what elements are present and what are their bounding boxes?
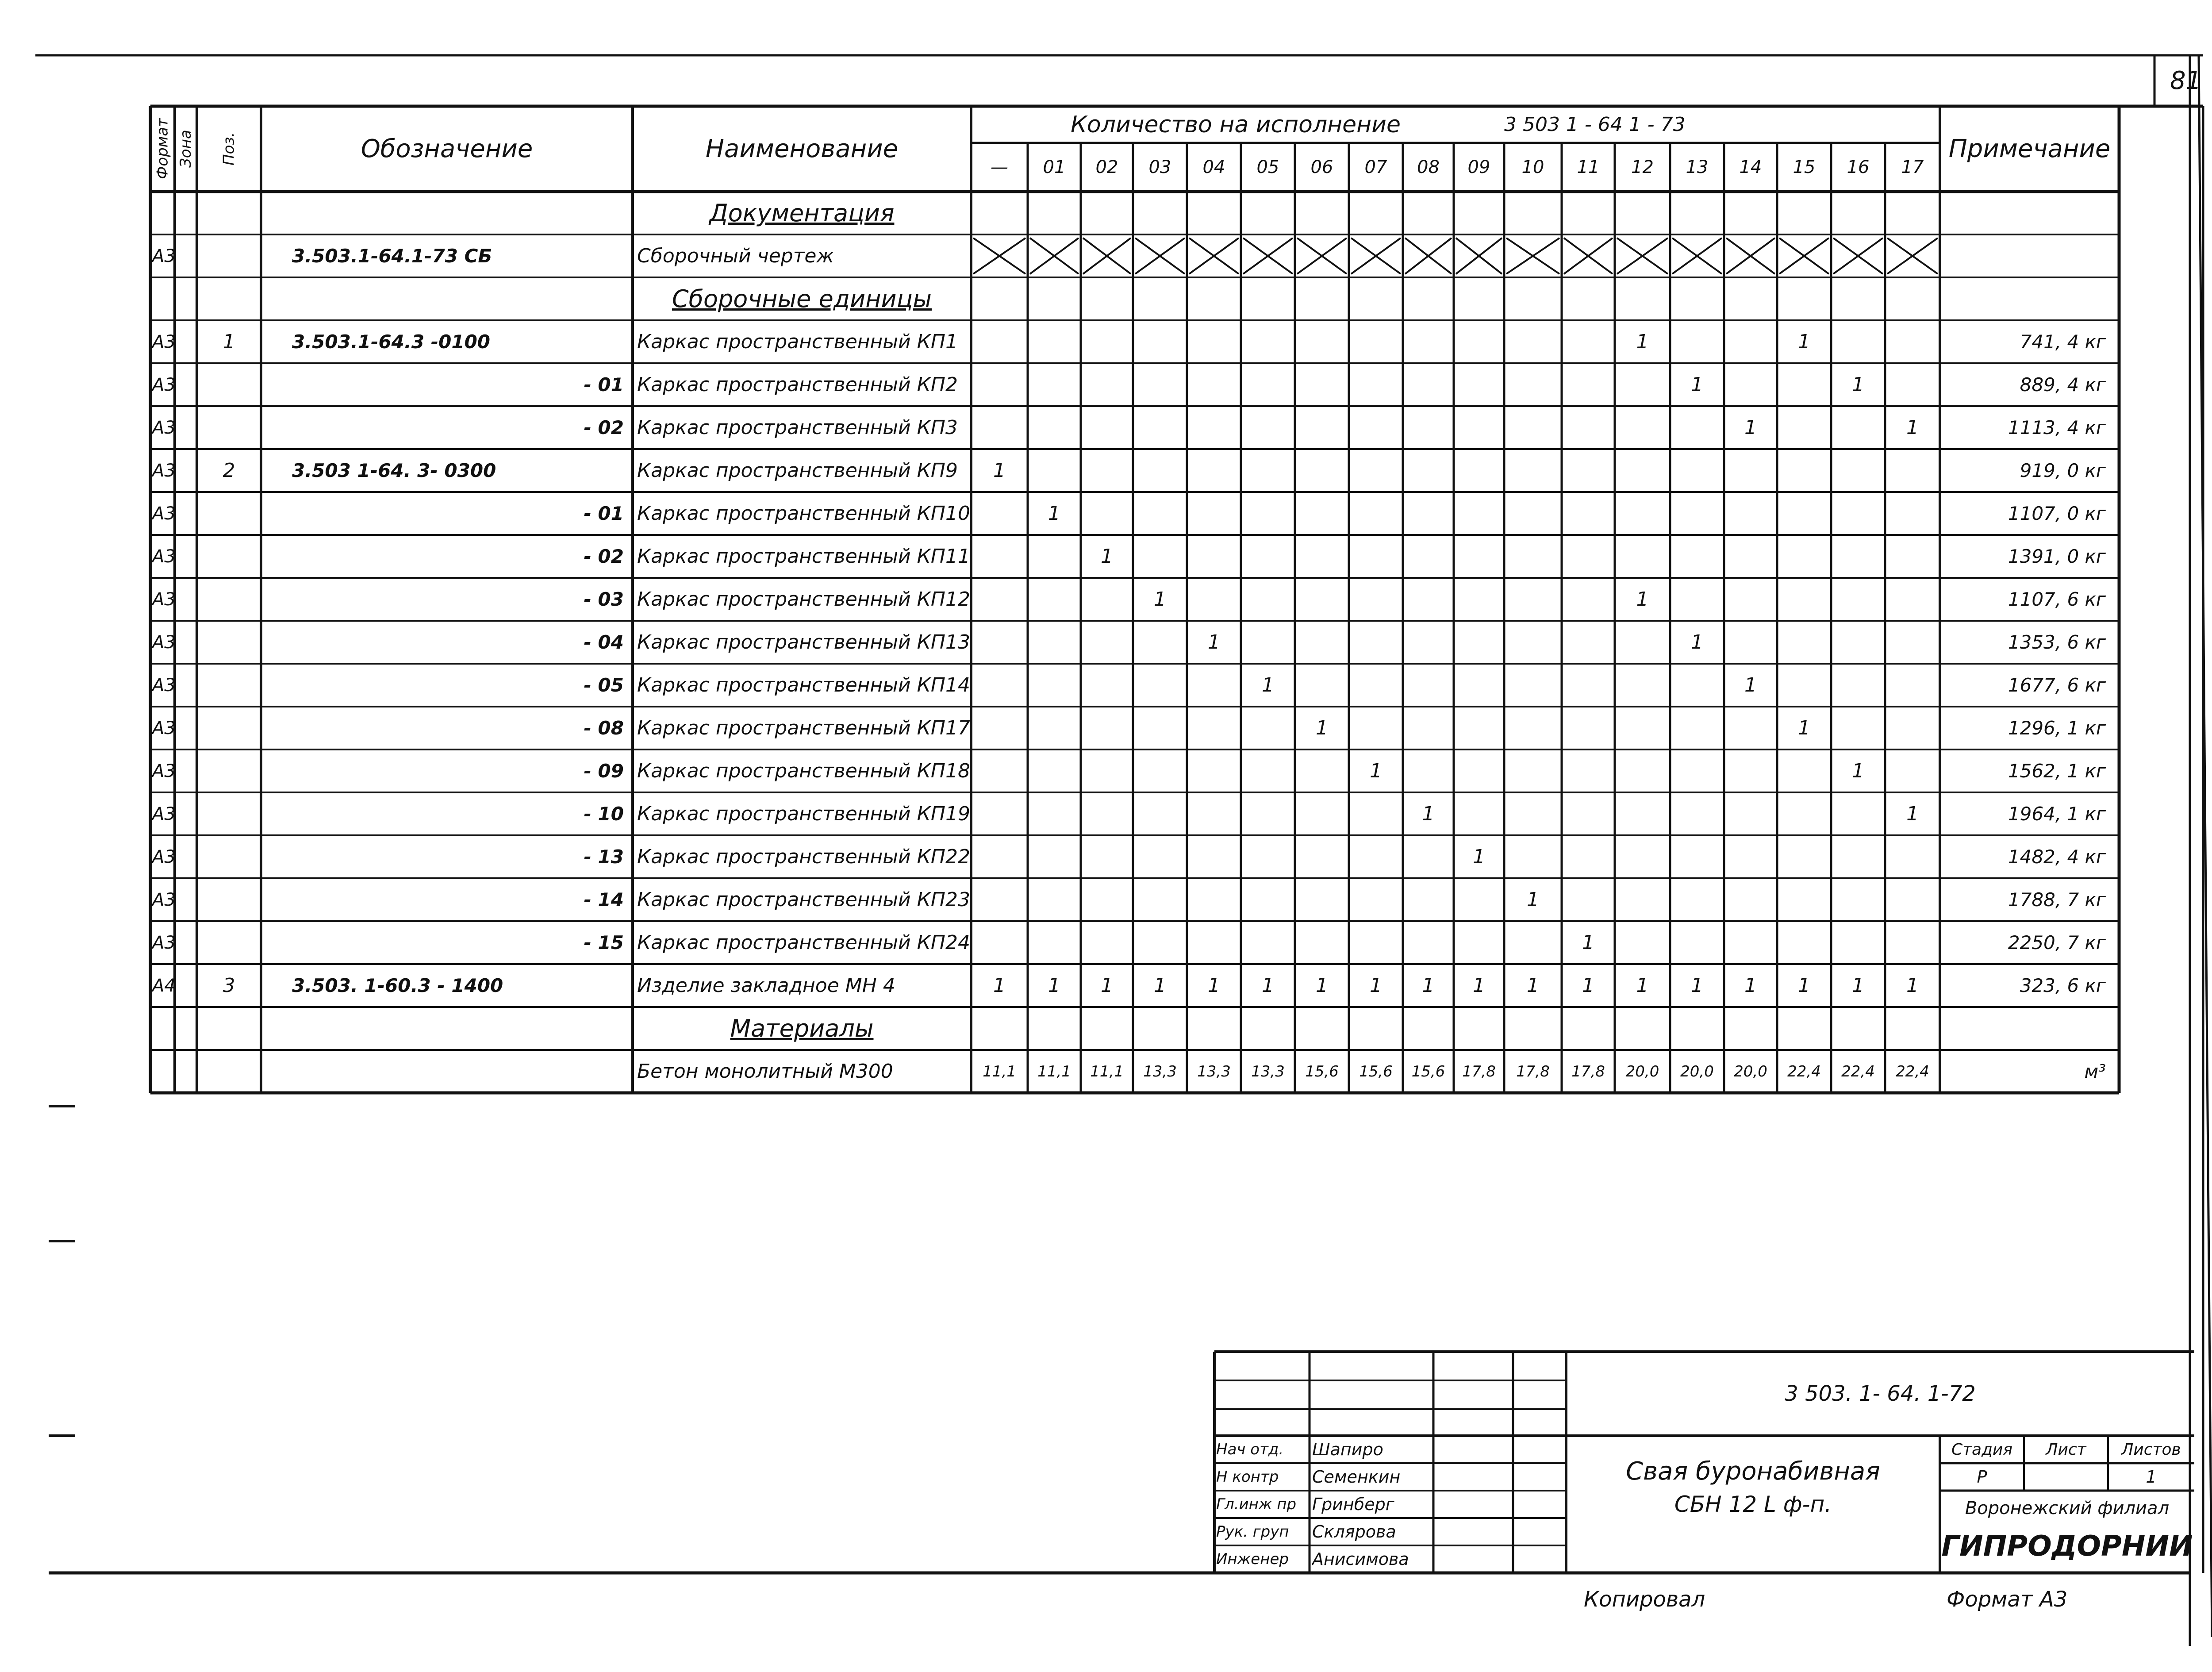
signature-name: Гринберг: [1312, 1495, 1394, 1514]
signature-name: Склярова: [1312, 1522, 1396, 1541]
row-pos: 2: [223, 459, 235, 482]
row-qty: 1: [1582, 931, 1594, 954]
row-qty: 1: [1101, 545, 1113, 568]
row-qty: 17,8: [1462, 1062, 1496, 1080]
row-qty: 1: [1316, 717, 1328, 739]
row-qty: 1: [993, 974, 1006, 997]
document-code: 3 503. 1- 64. 1-72: [1785, 1381, 1976, 1406]
row-qty: 11,1: [1037, 1062, 1071, 1080]
row-qty: 1: [1636, 588, 1649, 611]
row-qty: 1: [1798, 717, 1810, 739]
row-qty: 1: [1048, 974, 1060, 997]
row-name: Бетон монолитный М300: [637, 1060, 893, 1083]
row-pos: [197, 578, 261, 621]
header-variant: 08: [1417, 157, 1440, 177]
row-format: [152, 1050, 177, 1093]
row-qty: 1: [1852, 760, 1864, 782]
section-heading: Материалы: [730, 1015, 874, 1042]
row-format: А3: [152, 718, 176, 738]
row-note: 1353, 6 кг: [2008, 631, 2106, 653]
signature-role: Н контр: [1216, 1468, 1279, 1486]
row-note: 1296, 1 кг: [2008, 717, 2106, 739]
row-note: 1562, 1 кг: [2008, 760, 2106, 782]
header-variant: 01: [1043, 157, 1066, 177]
row-note: 2250, 7 кг: [2008, 932, 2106, 953]
row-zone: [175, 578, 197, 621]
row-qty: 1: [1208, 974, 1220, 997]
row-format: А3: [152, 675, 176, 696]
organization-line2: ГИПРОДОРНИИ: [1941, 1530, 2193, 1563]
row-pos: [197, 707, 261, 750]
header-zone: Зона: [177, 130, 195, 168]
row-pos: [197, 664, 261, 707]
row-format: А3: [152, 846, 176, 867]
row-qty: 1: [1852, 373, 1864, 396]
sheet-number: 81: [2170, 66, 2202, 95]
row-qty: 13,3: [1197, 1062, 1231, 1080]
row-note: 1107, 0 кг: [2008, 503, 2106, 524]
signature-role: Нач отд.: [1216, 1441, 1284, 1458]
row-designation: [292, 1050, 633, 1093]
row-name: Каркас пространственный КП14: [637, 674, 970, 696]
row-qty: 22,4: [1896, 1062, 1929, 1080]
row-qty: 22,4: [1787, 1062, 1821, 1080]
row-designation: 3.503 1-64. 3- 0300: [292, 460, 496, 481]
row-zone: [175, 921, 197, 964]
row-name: Каркас пространственный КП22: [637, 846, 970, 868]
row-qty: 1: [1154, 588, 1166, 611]
row-designation: - 04: [584, 631, 624, 653]
header-note: Примечание: [1948, 135, 2111, 163]
row-designation: - 14: [584, 889, 624, 911]
row-qty: 20,0: [1734, 1062, 1767, 1080]
row-note: 889, 4 кг: [2020, 374, 2106, 396]
row-name: Каркас пространственный КП24: [637, 931, 970, 954]
row-pos: [197, 878, 261, 921]
row-qty: 1: [1101, 974, 1113, 997]
row-designation: - 10: [584, 803, 624, 825]
header-variant: 04: [1202, 157, 1225, 177]
header-variant: 06: [1310, 157, 1333, 177]
header-pos: Поз.: [220, 132, 238, 166]
header-qty-doc: 3 503 1 - 64 1 - 73: [1504, 113, 1686, 136]
row-name: Изделие закладное МН 4: [637, 974, 895, 997]
row-zone: [175, 449, 197, 492]
row-qty: 1: [1852, 974, 1864, 997]
row-qty: 1: [1370, 974, 1382, 997]
row-qty: 1: [1906, 416, 1919, 439]
row-name: Каркас пространственный КП2: [637, 373, 958, 396]
row-qty: 1: [1744, 416, 1757, 439]
row-qty: 1: [1154, 974, 1166, 997]
row-qty: 1: [1691, 974, 1703, 997]
row-qty: 1: [1422, 974, 1435, 997]
header-variant: —: [991, 157, 1008, 177]
row-qty: 13,3: [1251, 1062, 1285, 1080]
row-name: Каркас пространственный КП17: [637, 717, 970, 739]
row-name: Каркас пространственный КП19: [637, 803, 970, 825]
row-zone: [175, 234, 197, 277]
row-pos: [197, 621, 261, 664]
row-qty: 1: [1582, 974, 1594, 997]
row-qty: 1: [1906, 803, 1919, 825]
header-variant: 13: [1686, 157, 1709, 177]
row-name: Каркас пространственный КП13: [637, 631, 970, 653]
row-qty: 11,1: [983, 1062, 1016, 1080]
section-heading: Документация: [709, 199, 895, 227]
row-name: Каркас пространственный КП23: [637, 888, 970, 911]
row-format: А3: [152, 932, 176, 953]
header-variant: 14: [1739, 157, 1762, 177]
row-pos: [197, 921, 261, 964]
row-pos: [197, 535, 261, 578]
row-zone: [175, 535, 197, 578]
row-format: А3: [152, 374, 176, 395]
row-name: Каркас пространственный КП12: [637, 588, 970, 611]
row-name: Каркас пространственный КП3: [637, 416, 958, 439]
row-qty: 17,8: [1571, 1062, 1605, 1080]
row-qty: 1: [1422, 803, 1435, 825]
row-qty: 17,8: [1516, 1062, 1550, 1080]
signature-name: Анисимова: [1312, 1549, 1409, 1569]
row-zone: [175, 878, 197, 921]
row-zone: [175, 750, 197, 792]
header-variant: 03: [1148, 157, 1171, 177]
row-zone: [175, 363, 197, 406]
header-variant: 11: [1577, 157, 1600, 177]
stage-label: Стадия: [1951, 1440, 2013, 1459]
row-note: 741, 4 кг: [2020, 331, 2106, 353]
row-zone: [175, 835, 197, 878]
organization-line1: Воронежский филиал: [1965, 1498, 2170, 1518]
header-variant: 17: [1901, 157, 1924, 177]
row-qty: 1: [1208, 631, 1220, 653]
row-name: Каркас пространственный КП11: [637, 545, 970, 568]
row-zone: [175, 406, 197, 449]
header-variant: 02: [1095, 157, 1118, 177]
row-format: А3: [152, 803, 176, 824]
row-qty: 1: [1691, 631, 1703, 653]
row-designation: - 13: [584, 846, 624, 868]
sheet-label: Лист: [2046, 1440, 2086, 1459]
row-qty: 15,6: [1359, 1062, 1393, 1080]
row-qty: 1: [1048, 502, 1060, 525]
row-note: 1788, 7 кг: [2008, 889, 2106, 911]
sheets-label: Листов: [2121, 1440, 2181, 1459]
row-qty: 1: [1473, 974, 1485, 997]
row-qty: 1: [1691, 373, 1703, 396]
header-name: Наименование: [705, 135, 899, 163]
row-note: 1482, 4 кг: [2008, 846, 2106, 868]
row-qty: 13,3: [1143, 1062, 1177, 1080]
row-format: А3: [152, 761, 176, 781]
row-qty: 1: [1527, 888, 1539, 911]
row-designation: - 01: [584, 374, 624, 396]
row-designation: 3.503.1-64.1-73 СБ: [292, 245, 492, 267]
row-pos: 1: [223, 331, 235, 353]
row-qty: 11,1: [1090, 1062, 1124, 1080]
row-pos: [197, 835, 261, 878]
row-qty: 1: [1262, 674, 1274, 696]
row-designation: 3.503. 1-60.3 - 1400: [292, 975, 503, 996]
section-heading: Сборочные единицы: [672, 285, 932, 313]
row-qty: 1: [1370, 760, 1382, 782]
header-qty-group: Количество на исполнение: [1071, 111, 1401, 138]
row-qty: 1: [1636, 331, 1649, 353]
signature-role: Гл.инж пр: [1216, 1495, 1297, 1513]
row-pos: [197, 792, 261, 835]
row-designation: - 01: [584, 503, 624, 524]
row-note: м³: [2084, 1061, 2106, 1082]
row-qty: 1: [1906, 974, 1919, 997]
row-qty: 1: [1798, 331, 1810, 353]
row-note: 1677, 6 кг: [2008, 674, 2106, 696]
row-designation: 3.503.1-64.3 -0100: [292, 331, 491, 353]
row-name: Каркас пространственный КП18: [637, 760, 970, 782]
row-qty: 15,6: [1411, 1062, 1445, 1080]
header-designation: Обозначение: [361, 135, 533, 163]
header-variant: 15: [1793, 157, 1816, 177]
row-format: А3: [152, 889, 176, 910]
row-qty: 15,6: [1305, 1062, 1339, 1080]
row-pos: [197, 363, 261, 406]
row-designation: - 03: [584, 588, 624, 610]
header-variant: 12: [1631, 157, 1654, 177]
row-name: Каркас пространственный КП1: [637, 331, 958, 353]
header-variant: 10: [1521, 157, 1544, 177]
row-zone: [175, 1050, 197, 1093]
row-note: 323, 6 кг: [2020, 975, 2106, 996]
row-name: Каркас пространственный КП10: [637, 502, 970, 525]
row-zone: [175, 320, 197, 363]
row-qty: 22,4: [1841, 1062, 1875, 1080]
row-qty: 1: [1744, 674, 1757, 696]
row-qty: 20,0: [1680, 1062, 1714, 1080]
format-label: Формат А3: [1947, 1587, 2068, 1612]
row-qty: 1: [1316, 974, 1328, 997]
row-pos: [197, 234, 261, 277]
row-pos: [197, 406, 261, 449]
row-qty: 1: [1798, 974, 1810, 997]
copied-by-label: Копировал: [1584, 1587, 1705, 1612]
row-qty: 1: [1636, 974, 1649, 997]
row-note: [1940, 234, 2106, 277]
row-pos: [197, 1050, 261, 1093]
row-pos: [197, 750, 261, 792]
header-variant: 05: [1256, 157, 1279, 177]
row-qty: 1: [1527, 974, 1539, 997]
signature-name: Семенкин: [1312, 1467, 1401, 1487]
row-qty: 1: [1473, 846, 1485, 868]
row-note: 1391, 0 кг: [2008, 546, 2106, 567]
row-format: А3: [152, 589, 176, 610]
row-designation: - 09: [584, 760, 624, 782]
row-pos: [197, 492, 261, 535]
row-name: Сборочный чертеж: [637, 245, 834, 267]
row-zone: [175, 792, 197, 835]
signature-role: Инженер: [1216, 1550, 1289, 1568]
header-variant: 16: [1847, 157, 1870, 177]
row-note: 919, 0 кг: [2020, 460, 2106, 481]
row-zone: [175, 964, 197, 1007]
row-designation: - 05: [584, 674, 624, 696]
row-note: 1113, 4 кг: [2008, 417, 2106, 438]
row-designation: - 02: [584, 417, 624, 438]
sheets-value: 1: [2146, 1467, 2157, 1487]
header-variant: 09: [1467, 157, 1490, 177]
row-qty: 1: [1744, 974, 1757, 997]
row-qty: 20,0: [1625, 1062, 1659, 1080]
row-name: Каркас пространственный КП9: [637, 459, 958, 482]
row-format: А3: [152, 417, 176, 438]
row-note: 1964, 1 кг: [2008, 803, 2106, 825]
header-variant: 07: [1364, 157, 1387, 177]
header-format: Формат: [154, 118, 172, 180]
row-format: А3: [152, 460, 176, 481]
row-designation: - 15: [584, 932, 624, 953]
row-pos: 3: [223, 974, 235, 997]
row-designation: - 02: [584, 546, 624, 567]
rule-line: [2199, 55, 2212, 1637]
row-zone: [175, 621, 197, 664]
row-zone: [175, 664, 197, 707]
signature-name: Шапиро: [1312, 1440, 1383, 1459]
row-format: А3: [152, 632, 176, 653]
row-zone: [175, 707, 197, 750]
drawing-title-line2: СБН 12 L ф-п.: [1674, 1491, 1832, 1517]
row-qty: 1: [1262, 974, 1274, 997]
row-format: А3: [152, 503, 176, 524]
row-qty: 1: [993, 459, 1006, 482]
row-designation: - 08: [584, 717, 624, 739]
signature-role: Рук. груп: [1216, 1523, 1289, 1541]
row-format: А3: [152, 331, 176, 352]
stage-value: Р: [1977, 1467, 1987, 1487]
row-format: А3: [152, 546, 176, 567]
row-zone: [175, 492, 197, 535]
row-note: 1107, 6 кг: [2008, 588, 2106, 610]
row-format: А3: [152, 246, 176, 266]
row-format: А4: [152, 975, 176, 996]
drawing-title-line1: Свая буронабивная: [1626, 1457, 1880, 1486]
